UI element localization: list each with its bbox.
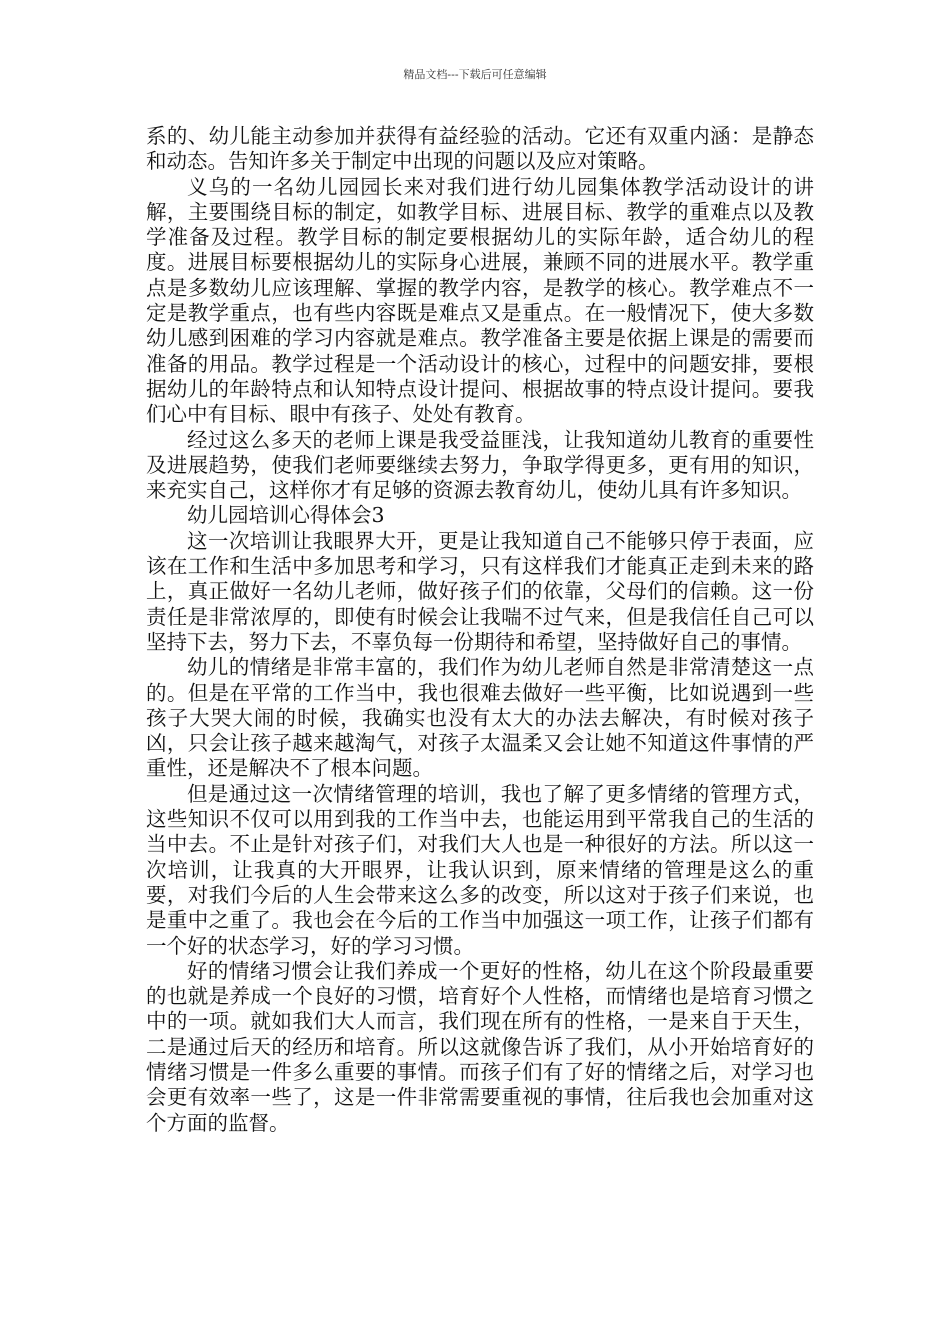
section-heading: 幼儿园培训心得体会3 bbox=[187, 503, 385, 528]
document-body bbox=[146, 124, 814, 1136]
paragraph-5: 幼儿的情绪是非常丰富的，我们作为幼儿老师自然是非常清楚这一点的。但是在平常的工作当中，我也很难去做好一些平衡，比如说遇到一些孩子大哭大闹的时候，我确实也没有太大的办法去解决，有时候对孩子凶，只会让孩子越来越淘气，对孩子太温柔又会让她不知道这件事情的严重性，还是解决不了根本问题。 bbox=[146, 655, 814, 781]
paragraph-1: 系的、幼儿能主动参加并获得有益经验的活动。它还有双重内涵：是静态和动态。告知许多关于制定中出现的问题以及应对策略。 bbox=[146, 124, 814, 174]
paragraph-4: 这一次培训让我眼界大开，更是让我知道自己不能够只停于表面，应该在工作和生活中多加思考和学习，只有这样我们才能真正走到未来的路上，真正做好一名幼儿老师，做好孩子们的依靠，父母们的信赖。这一份责任是非常浓厚的，即使有时候会让我喘不过气来，但是我信任自己可以坚持下去，努力下去，不辜负每一份期待和希望，坚持做好自己的事情。 bbox=[146, 528, 814, 654]
paragraph-3: 经过这么多天的老师上课是我受益匪浅，让我知道幼儿教育的重要性及进展趋势，使我们老师要继续去努力，争取学得更多，更有用的知识，来充实自己，这样你才有足够的资源去教育幼儿，使幼儿具有许多知识。 bbox=[146, 427, 814, 503]
paragraph-6: 但是通过这一次情绪管理的培训，我也了解了更多情绪的管理方式，这些知识不仅可以用到我的工作当中去，也能运用到平常我自己的生活的当中去。不止是针对孩子们，对我们大人也是一种很好的方法。所以这一次培训，让我真的大开眼界，让我认识到，原来情绪的管理是这么的重要，对我们今后的人生会带来这么多的改变，所以这对于孩子们来说，也是重中之重了。我也会在今后的工作当中加强这一项工作，让孩子们都有一个好的状态学习，好的学习习惯。 bbox=[146, 781, 814, 958]
page-header: 精品文档---下载后可任意编辑 bbox=[403, 68, 547, 81]
paragraph-7: 好的情绪习惯会让我们养成一个更好的性格，幼儿在这个阶段最重要的也就是养成一个良好的习惯，培育好个人性格，而情绪也是培育习惯之中的一项。就如我们大人而言，我们现在所有的性格，一是来自于天生，二是通过后天的经历和培育。所以这就像告诉了我们，从小开始培育好的情绪习惯是一件多么重要的事情。而孩子们有了好的情绪之后，对学习也会更有效率一些了，这是一件非常需要重视的事情，往后我也会加重对这个方面的监督。 bbox=[146, 958, 814, 1135]
paragraph-2: 义乌的一名幼儿园园长来对我们进行幼儿园集体教学活动设计的讲解，主要围绕目标的制定，如教学目标、进展目标、教学的重难点以及教学准备及过程。教学目标的制定要根据幼儿的实际年龄，适合幼儿的程度。进展目标要根据幼儿的实际身心进展，兼顾不同的进展水平。教学重点是多数幼儿应该理解、掌握的教学内容，是教学的核心。教学难点不一定是教学重点，也有些内容既是难点又是重点。在一般情况下，使大多数幼儿感到困难的学习内容就是难点。教学准备主要是依据上课是的需要而准备的用品。教学过程是一个活动设计的核心，过程中的问题安排，要根据幼儿的年龄特点和认知特点设计提问、根据故事的特点设计提问。要我们心中有目标、眼中有孩子、处处有教育。 bbox=[146, 174, 814, 427]
